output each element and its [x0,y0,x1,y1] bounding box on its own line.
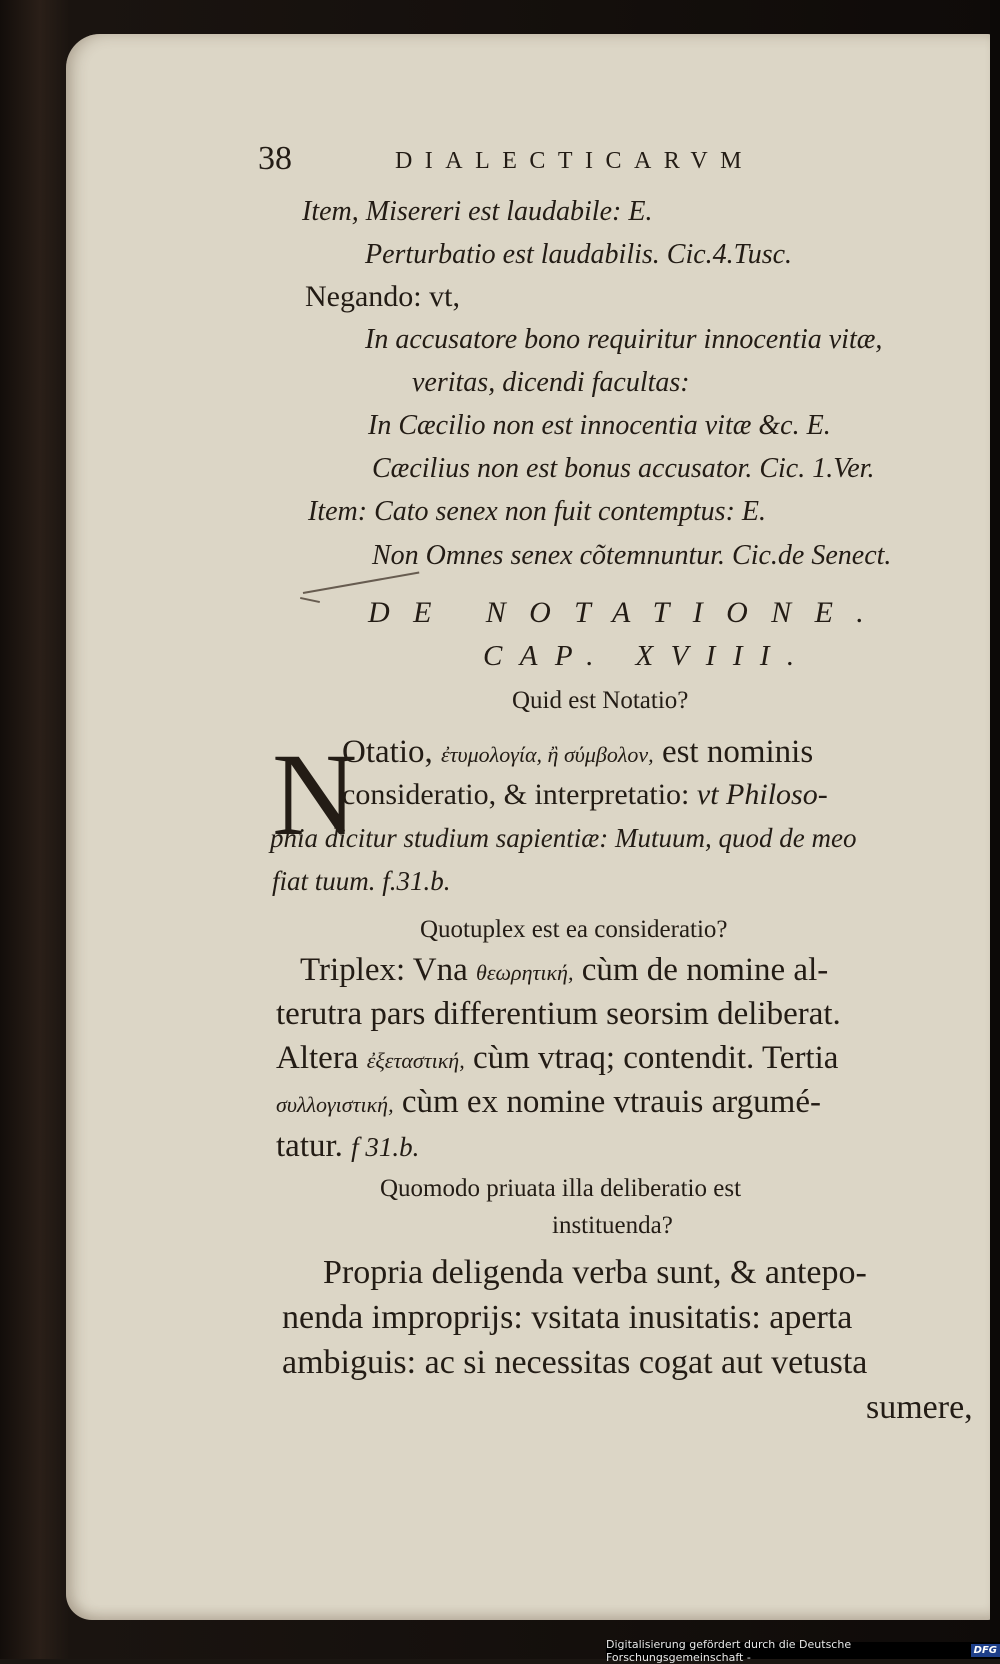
credit-text: Digitalisierung gefördert durch die Deutsche Forschungsgemeinschaft - [606,1637,852,1664]
text-line: veritas, dicendi facultas: [412,367,690,398]
page-number: 38 [258,140,292,177]
text-segment: tatur. [276,1128,343,1164]
text-line: terutra pars differentium seorsim deliberat. [276,996,841,1032]
running-title: DIALECTICARVM [395,148,754,174]
text-line: Item, Misereri est laudabile: E. [302,196,653,227]
question: Quomodo priuata illa deliberatio est [380,1175,742,1202]
text-segment: cùm vtraq; contendit. Tertia [472,1040,839,1076]
text-line: Cæcilius non est bonus accusator. Cic. 1.Ver. [372,453,875,484]
greek-term: θεωρητική, [476,960,574,985]
text-segment: est nominis [661,734,814,770]
digitization-credit [606,1637,1000,1664]
question: instituenda? [552,1212,673,1239]
text-segment: consideratio, & interpretatio: [342,778,690,811]
question: Quotuplex est ea consideratio? [420,916,728,943]
dfg-logo: DFG [971,1644,1000,1657]
scan-edge [990,0,1000,1659]
greek-term: ἐτυμολογία, ἢ σύμβολον, [440,742,654,767]
text-segment: Otatio, [342,734,433,770]
text-line [300,952,828,989]
text-line [276,1084,821,1121]
drop-cap: N [272,729,358,860]
text-segment: Triplex: Vna [300,952,468,988]
chapter-heading: DE NOTATIONE. [368,596,888,629]
text-segment: f 31.b. [351,1132,420,1162]
chapter-number: CAP. XVIII. [483,640,812,672]
text-line [342,778,828,812]
greek-term: ἐξεταστική, [366,1048,465,1073]
text-line: In Cæcilio non est innocentia vitæ &c. E. [368,410,831,441]
text-line [276,1040,838,1077]
text-line: Item: Cato senex non fuit contemptus: E. [308,496,767,527]
catchword: sumere, [866,1389,973,1426]
greek-term: συλλογιστική, [276,1092,394,1117]
text-line: nenda improprijs: vsitata inusitatis: aperta [282,1299,853,1336]
text-segment: vt Philoso- [696,778,828,811]
text-line: Non Omnes senex cõtemnuntur. Cic.de Senect. [372,540,892,571]
text-segment: cùm de nomine al- [581,952,829,988]
text-line: Negando: vt, [305,280,460,313]
text-line: Perturbatio est laudabilis. Cic.4.Tusc. [365,239,793,270]
question: Quid est Notatio? [512,687,689,714]
text-line: Propria deligenda verba sunt, & antepo- [323,1254,867,1291]
text-line: phia dicitur studium sapientiæ: Mutuum, quod de meo [270,823,857,853]
text-line: fiat tuum. f.31.b. [272,866,451,896]
text-line: In accusatore bono requiritur innocentia vitæ, [365,324,883,355]
text-line: ambiguis: ac si necessitas cogat aut vetusta [282,1344,868,1381]
text-segment: Altera [276,1040,359,1076]
text-line [342,734,813,771]
text-segment: cùm ex nomine vtrauis argumé- [401,1084,821,1120]
text-line [276,1128,419,1165]
